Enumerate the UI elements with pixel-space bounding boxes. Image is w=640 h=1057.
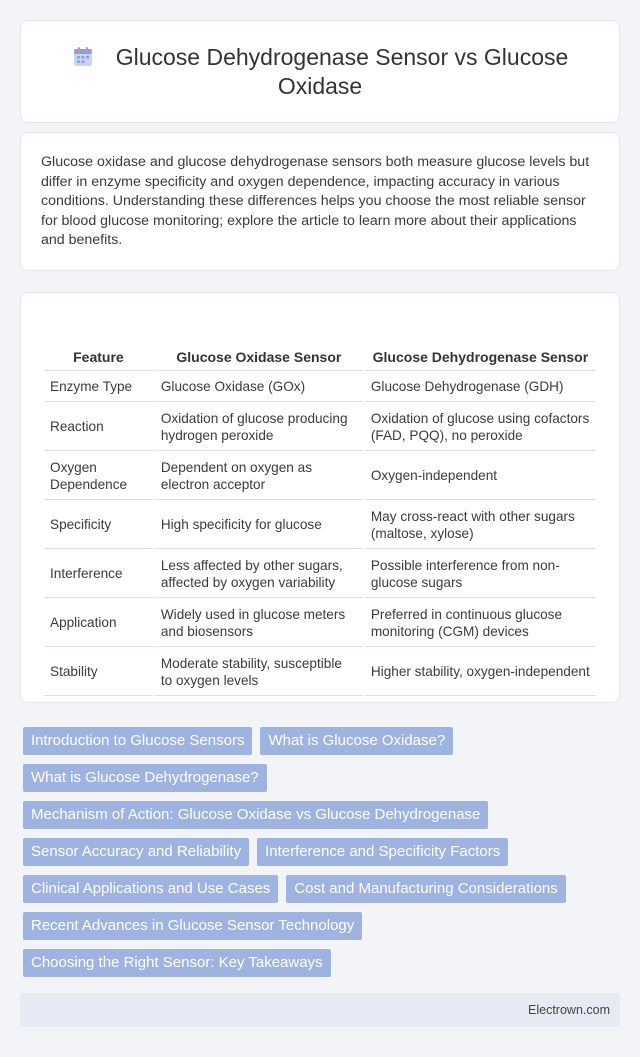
tag-cost-manufacturing[interactable]: Cost and Manufacturing Considerations	[286, 875, 565, 903]
table-header-row	[44, 310, 596, 371]
table-row	[44, 600, 596, 647]
topic-tags	[23, 727, 617, 977]
row-oxidase-value: Dependent on oxygen as electron acceptor	[155, 453, 363, 500]
page-title: Glucose Dehydrogenase Sensor vs Glucose Oxidase	[115, 43, 569, 99]
row-feature: Enzyme Type	[44, 373, 153, 402]
row-oxidase-value: High specificity for glucose	[155, 502, 363, 549]
row-feature: Specificity	[44, 502, 153, 549]
title-card	[20, 20, 620, 123]
row-feature: Application	[44, 600, 153, 647]
table-row	[44, 502, 596, 549]
intro-card	[20, 132, 620, 271]
comparison-table	[42, 308, 598, 698]
table-row	[44, 649, 596, 696]
row-dehydrogenase-value: Possible interference from non-glucose sugars	[365, 551, 596, 598]
table-row	[44, 373, 596, 402]
tag-choosing-right-sensor[interactable]: Choosing the Right Sensor: Key Takeaways	[23, 949, 331, 977]
comparison-card	[20, 292, 620, 703]
tag-interference-specificity[interactable]: Interference and Specificity Factors	[257, 838, 508, 866]
header-feature: Feature	[44, 310, 153, 371]
row-dehydrogenase-value: Oxidation of glucose using cofactors (FAD, PQQ), no peroxide	[365, 404, 596, 451]
calendar-icon	[72, 46, 94, 68]
row-dehydrogenase-value: Higher stability, oxygen-independent	[365, 649, 596, 696]
table-row	[44, 404, 596, 451]
footer	[20, 993, 620, 1027]
footer-site[interactable]: Electrown.com	[528, 1003, 610, 1017]
row-oxidase-value: Less affected by other sugars, affected by oxygen variability	[155, 551, 363, 598]
row-feature: Oxygen Dependence	[44, 453, 153, 500]
tag-mechanism-of-action[interactable]: Mechanism of Action: Glucose Oxidase vs Glucose Dehydrogenase	[23, 801, 488, 829]
row-oxidase-value: Oxidation of glucose producing hydrogen peroxide	[155, 404, 363, 451]
row-oxidase-value: Widely used in glucose meters and biosensors	[155, 600, 363, 647]
header-glucose-oxidase: Glucose Oxidase Sensor	[155, 310, 363, 371]
page-title-wrap	[61, 43, 579, 101]
row-feature: Reaction	[44, 404, 153, 451]
row-oxidase-value: Moderate stability, susceptible to oxygen levels	[155, 649, 363, 696]
tag-what-is-glucose-oxidase[interactable]: What is Glucose Oxidase?	[260, 727, 453, 755]
row-dehydrogenase-value: May cross-react with other sugars (maltose, xylose)	[365, 502, 596, 549]
row-feature: Interference	[44, 551, 153, 598]
row-dehydrogenase-value: Glucose Dehydrogenase (GDH)	[365, 373, 596, 402]
table-row	[44, 551, 596, 598]
tag-accuracy-reliability[interactable]: Sensor Accuracy and Reliability	[23, 838, 249, 866]
tag-recent-advances[interactable]: Recent Advances in Glucose Sensor Technology	[23, 912, 362, 940]
table-row	[44, 453, 596, 500]
row-dehydrogenase-value: Preferred in continuous glucose monitoring (CGM) devices	[365, 600, 596, 647]
tag-introduction[interactable]: Introduction to Glucose Sensors	[23, 727, 252, 755]
row-feature: Stability	[44, 649, 153, 696]
row-dehydrogenase-value: Oxygen-independent	[365, 453, 596, 500]
header-glucose-dehydrogenase: Glucose Dehydrogenase Sensor	[365, 310, 596, 371]
tag-what-is-glucose-dehydrogenase[interactable]: What is Glucose Dehydrogenase?	[23, 764, 267, 792]
row-oxidase-value: Glucose Oxidase (GOx)	[155, 373, 363, 402]
tag-clinical-applications[interactable]: Clinical Applications and Use Cases	[23, 875, 278, 903]
intro-paragraph: Glucose oxidase and glucose dehydrogenase sensors both measure glucose levels but differ in enzyme specificity and oxygen dependence, impacting accuracy in various conditions. Understanding these differences helps you choose the most reliable sensor for blood glucose monitoring; explore the article to learn more about their applications and benefits.	[41, 154, 590, 249]
